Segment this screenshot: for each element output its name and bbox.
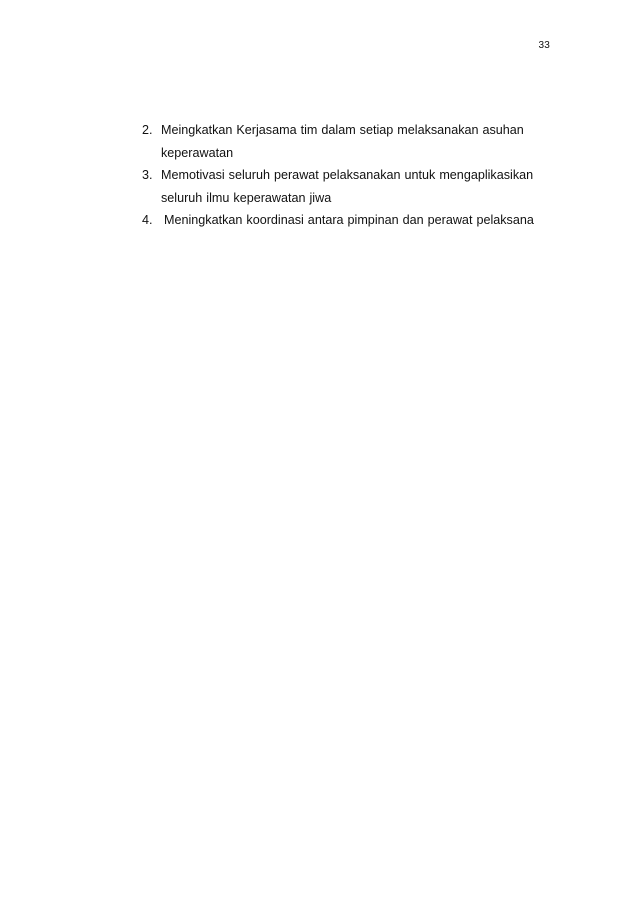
list-item [142, 164, 542, 209]
numbered-list [142, 119, 542, 232]
list-item [142, 119, 542, 164]
list-item-number: 2. [142, 123, 153, 137]
page-number: 33 [538, 40, 550, 51]
list-item-number: 4. [142, 213, 153, 227]
list-item-number: 3. [142, 168, 153, 182]
list-item-text: Memotivasi seluruh perawat pelaksanakan untuk mengaplikasikan seluruh ilmu keperawatan jiwa [161, 168, 534, 205]
list-item-text: Meningkatkan koordinasi antara pimpinan dan perawat pelaksana [164, 213, 534, 227]
list-item-text: Meingkatkan Kerjasama tim dalam setiap melaksanakan asuhan keperawatan [161, 123, 524, 160]
list-item [142, 209, 542, 232]
